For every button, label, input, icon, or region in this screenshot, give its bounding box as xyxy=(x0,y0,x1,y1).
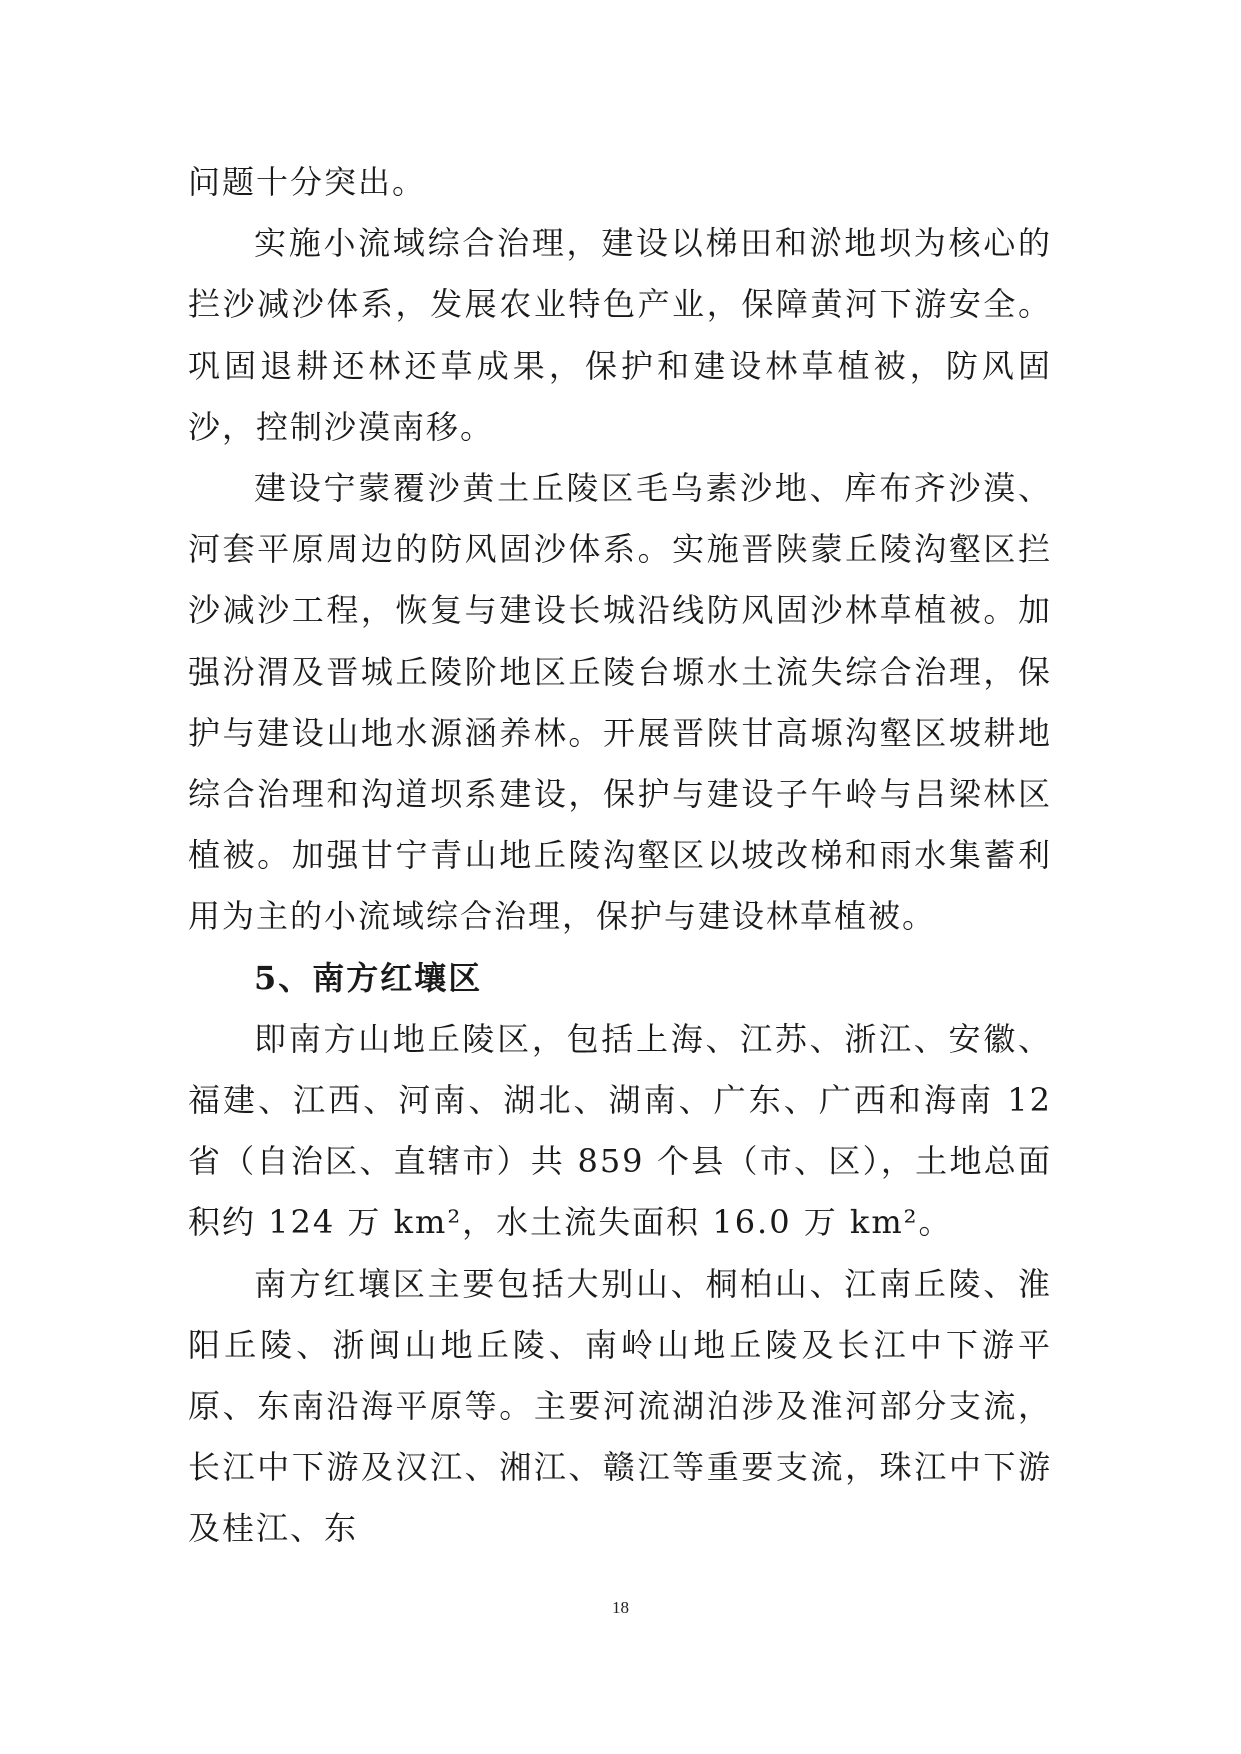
section-heading: 5、南方红壤区 xyxy=(254,958,483,997)
paragraph-continuation: 问题十分突出。 xyxy=(188,163,427,201)
paragraph-region-scope: 即南方山地丘陵区，包括上海、江苏、浙江、安徽、福建、江西、河南、湖北、湖南、广东、广西和海南 12 省（自治区、直辖市）共 859 个县（市、区），土地总面积约 124 万 km²，水土流失面积 16.0 万 km²。 xyxy=(188,1019,1052,1242)
document-body xyxy=(188,152,1052,1560)
page-number: 18 xyxy=(612,1598,629,1617)
paragraph-watershed-management: 实施小流域综合治理，建设以梯田和淤地坝为核心的拦沙减沙体系，发展农业特色产业，保障黄河下游安全。巩固退耕还林还草成果，保护和建设林草植被，防风固沙，控制沙漠南移。 xyxy=(188,224,1052,446)
paragraph-windbreak-system: 建设宁蒙覆沙黄土丘陵区毛乌素沙地、库布齐沙漠、河套平原周边的防风固沙体系。实施晋陕蒙丘陵沟壑区拦沙减沙工程，恢复与建设长城沿线防风固沙林草植被。加强汾渭及晋城丘陵阶地区丘陵台塬水土流失综合治理，保护与建设山地水源涵养林。开展晋陕甘高塬沟壑区坡耕地综合治理和沟道坝系建设，保护与建设子午岭与吕梁林区植被。加强甘宁青山地丘陵沟壑区以坡改梯和雨水集蓄利用为主的小流域综合治理，保护与建设林草植被。 xyxy=(188,469,1052,936)
paragraph-region-geography: 南方红壤区主要包括大别山、桐柏山、江南丘陵、淮阳丘陵、浙闽山地丘陵、南岭山地丘陵及长江中下游平原、东南沿海平原等。主要河流湖泊涉及淮河部分支流，长江中下游及汉江、湘江、赣江等重要支流，珠江中下游及桂江、东 xyxy=(188,1264,1052,1548)
